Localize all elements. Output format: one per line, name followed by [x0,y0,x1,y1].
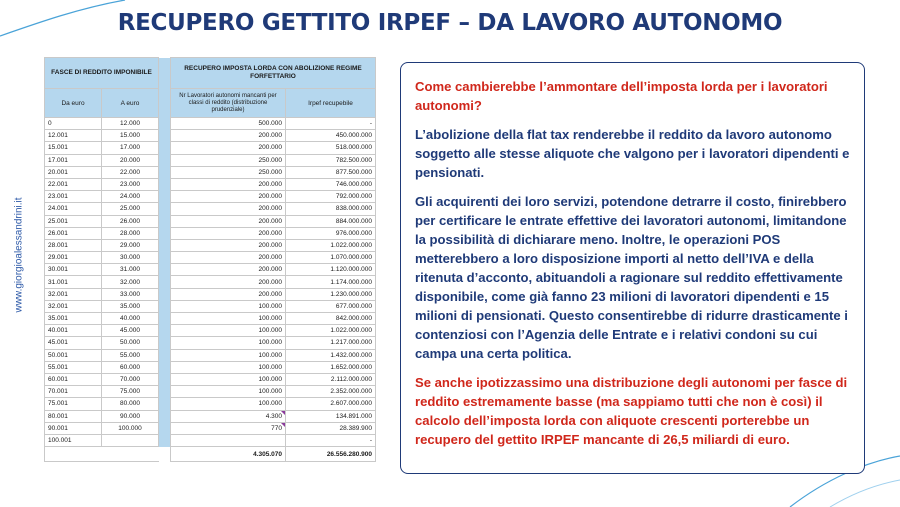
row-workers-value: 100.000 [171,337,286,349]
row-from-value: 29.001 [45,252,102,264]
row-to-value: 17.000 [102,142,159,154]
row-from-value: 32.001 [45,300,102,312]
table-total-row [45,447,376,462]
row-irpef-value: 792.000.000 [286,191,376,203]
row-workers-value: 100.000 [171,325,286,337]
table-row [45,313,376,325]
table-row [45,361,376,373]
table-row [45,264,376,276]
row-to-value: 22.000 [102,166,159,178]
table-row [45,227,376,239]
row-irpef-value: 134.891.000 [286,410,376,422]
row-workers-value: 100.000 [171,349,286,361]
row-to-value: 23.000 [102,178,159,190]
table-row [45,130,376,142]
table-row [45,398,376,410]
row-to-value: 25.000 [102,203,159,215]
table-row [45,118,376,130]
table-row [45,288,376,300]
row-irpef-value: 884.000.000 [286,215,376,227]
row-irpef-value: 1.230.000.000 [286,288,376,300]
paragraph-flat-tax: L’abolizione della flat tax renderebbe il reddito da lavoro autonomo soggetto alle stesse aliquote che valgono per i lavoratori dipendenti e pensionati. [415,127,850,180]
row-workers-value: 200.000 [171,227,286,239]
row-irpef-value: 1.652.000.000 [286,361,376,373]
row-workers-value: 100.000 [171,386,286,398]
row-workers-value: 200.000 [171,288,286,300]
row-irpef-value: 1.070.000.000 [286,252,376,264]
row-workers-value: 200.000 [171,276,286,288]
row-to-value: 50.000 [102,337,159,349]
row-irpef-value: 2.112.000.000 [286,373,376,385]
row-workers-value: 200.000 [171,130,286,142]
row-to-value: 60.000 [102,361,159,373]
total-workers: 4.305.070 [171,447,286,462]
row-irpef-value: 877.500.000 [286,166,376,178]
table-row [45,191,376,203]
row-to-value: 80.000 [102,398,159,410]
table-row [45,422,376,434]
row-irpef-value: 1.022.000.000 [286,239,376,251]
row-from-value: 28.001 [45,239,102,251]
row-to-value: 12.000 [102,118,159,130]
row-to-value: 70.000 [102,373,159,385]
table-row [45,337,376,349]
row-to-value: 33.000 [102,288,159,300]
row-from-value: 40.001 [45,325,102,337]
row-irpef-value: 450.000.000 [286,130,376,142]
row-irpef-value: 976.000.000 [286,227,376,239]
irpef-recovery-table [44,57,376,462]
table-row [45,166,376,178]
row-to-value: 29.000 [102,239,159,251]
table-row [45,300,376,312]
table-header-row [45,58,376,89]
row-workers-value: 200.000 [171,191,286,203]
table-row [45,373,376,385]
row-to-value: 32.000 [102,276,159,288]
row-workers-value: 100.000 [171,398,286,410]
row-to-value [102,434,159,446]
row-from-value: 22.001 [45,178,102,190]
row-from-value: 90.001 [45,422,102,434]
row-from-value: 50.001 [45,349,102,361]
row-workers-value: 200.000 [171,215,286,227]
row-to-value: 35.000 [102,300,159,312]
row-from-value: 55.001 [45,361,102,373]
table-row [45,386,376,398]
paragraph-pos-operations: Gli acquirenti dei loro servizi, potendone detrarre il costo, finirebbero per certificare le entrate effettive dei lavoratori autonomi, limitandone la possibilità di dichiarare meno. Inoltre, le operazioni POS metterebbero a loro disposizione importi al netto dell’IVA e della ritenuta d’acconto, abituandoli a ragionare sul reddito effettivamente disponibile, come già fanno 23 milioni di lavoratori dipendenti e 15 milioni di pensionati. Questo consentirebbe di ridurre drasticamente i contenziosi con l’Agenzia delle Entrate e i relativi condoni su cui campa una certa politica. [415,194,848,361]
row-to-value: 24.000 [102,191,159,203]
row-irpef-value: 1.432.000.000 [286,349,376,361]
row-workers-value: 500.000 [171,118,286,130]
row-to-value: 26.000 [102,215,159,227]
row-to-value: 75.000 [102,386,159,398]
row-to-value: 100.000 [102,422,159,434]
table-row [45,349,376,361]
row-irpef-value: 677.000.000 [286,300,376,312]
row-workers-value: 770 [171,422,286,434]
row-irpef-value: 1.174.000.000 [286,276,376,288]
table-row [45,239,376,251]
row-workers-value [171,434,286,446]
row-from-value: 17.001 [45,154,102,166]
row-from-value: 23.001 [45,191,102,203]
row-workers-value: 100.000 [171,373,286,385]
row-workers-value: 100.000 [171,361,286,373]
row-from-value: 20.001 [45,166,102,178]
row-from-value: 32.001 [45,288,102,300]
row-from-value: 25.001 [45,215,102,227]
table-row [45,276,376,288]
page-title: RECUPERO GETTITO IRPEF – DA LAVORO AUTONOMO [117,10,783,36]
total-irpef: 26.556.280.900 [286,447,376,462]
row-workers-value: 200.000 [171,239,286,251]
row-to-value: 45.000 [102,325,159,337]
row-irpef-value: 842.000.000 [286,313,376,325]
row-from-value: 0 [45,118,102,130]
row-workers-value: 250.000 [171,154,286,166]
row-workers-value: 100.000 [171,313,286,325]
row-from-value: 15.001 [45,142,102,154]
col-header-irpef: Irpef recupebile [286,89,376,118]
row-irpef-value: - [286,118,376,130]
row-from-value: 45.001 [45,337,102,349]
row-workers-value: 200.000 [171,178,286,190]
col-header-workers: Nr Lavoratori autonomi mancanti per classi di reddito (distribuzione prudenziale) [171,89,286,118]
row-from-value: 75.001 [45,398,102,410]
row-from-value: 31.001 [45,276,102,288]
header-tax-recovery: RECUPERO IMPOSTA LORDA CON ABOLIZIONE REGIME FORFETTARIO [171,58,376,89]
row-workers-value: 100.000 [171,300,286,312]
col-header-from: Da euro [45,89,102,118]
row-irpef-value: 1.120.000.000 [286,264,376,276]
row-to-value: 55.000 [102,349,159,361]
row-workers-value: 200.000 [171,142,286,154]
conclusion-text: Se anche ipotizzassimo una distribuzione degli autonomi per fasce di reddito estremamente basse (ma sappiamo tutti che non è così) il calcolo dell’imposta lorda con aliquote crescenti porterebbe un recupero del gettito IRPEF mancante di 26,5 miliardi di euro. [415,375,848,447]
row-to-value: 30.000 [102,252,159,264]
row-irpef-value: 838.000.000 [286,203,376,215]
row-irpef-value: 2.352.000.000 [286,386,376,398]
row-to-value: 20.000 [102,154,159,166]
website-link-vertical[interactable] [10,190,28,320]
table-row [45,215,376,227]
table-row [45,410,376,422]
question-text: Come cambierebbe l’ammontare dell’imposta lorda per i lavoratori autonomi? [415,79,828,113]
table-row [45,142,376,154]
row-from-value: 35.001 [45,313,102,325]
row-to-value: 40.000 [102,313,159,325]
row-workers-value: 200.000 [171,203,286,215]
table-row [45,154,376,166]
row-irpef-value: 1.022.000.000 [286,325,376,337]
table-row [45,252,376,264]
row-workers-value: 4.300 [171,410,286,422]
table-row [45,203,376,215]
row-irpef-value: 518.000.000 [286,142,376,154]
explanation-box [400,62,865,474]
col-header-to: A euro [102,89,159,118]
table-row [45,434,376,446]
row-from-value: 60.001 [45,373,102,385]
row-to-value: 90.000 [102,410,159,422]
row-workers-value: 250.000 [171,166,286,178]
row-from-value: 70.001 [45,386,102,398]
row-irpef-value: 28.389.900 [286,422,376,434]
row-irpef-value: 782.500.000 [286,154,376,166]
row-from-value: 24.001 [45,203,102,215]
row-workers-value: 200.000 [171,252,286,264]
row-irpef-value: 746.000.000 [286,178,376,190]
row-irpef-value: 2.607.000.000 [286,398,376,410]
row-from-value: 30.001 [45,264,102,276]
row-irpef-value: - [286,434,376,446]
website-link-text[interactable]: www.giorgioalessandrini.it [13,197,25,313]
table-subheader-row [45,89,376,118]
row-from-value: 80.001 [45,410,102,422]
row-from-value: 26.001 [45,227,102,239]
table-row [45,178,376,190]
header-income-brackets: FASCE DI REDDITO IMPONIBILE [45,58,159,89]
row-from-value: 12.001 [45,130,102,142]
table-row [45,325,376,337]
row-from-value: 100.001 [45,434,102,446]
row-irpef-value: 1.217.000.000 [286,337,376,349]
row-to-value: 15.000 [102,130,159,142]
row-to-value: 31.000 [102,264,159,276]
row-workers-value: 200.000 [171,264,286,276]
row-to-value: 28.000 [102,227,159,239]
